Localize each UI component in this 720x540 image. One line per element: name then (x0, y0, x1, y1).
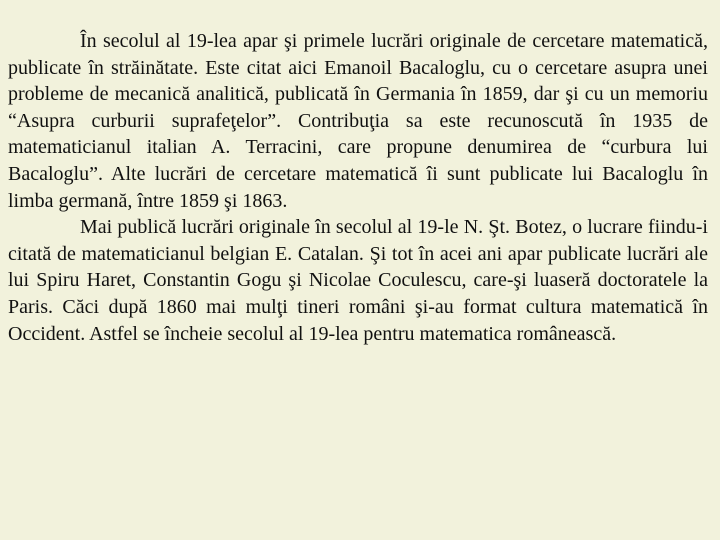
paragraph-botez-haret: Mai publică lucrări originale în secolul al 19-le N. Şt. Botez, o lucrare fiindu-i citată de matematicianul belgian E. Catalan. Şi tot în acei ani apar publicate lucrări ale lui Spiru Haret, Constantin Gogu şi Nicolae Coculescu, care-şi luaseră doctoratele la Paris. Căci după 1860 mai mulţi tineri români şi-au format cultura matematică în Occident. Astfel se încheie secolul al 19-lea pentru matematica românească. (8, 216, 708, 345)
document-text (8, 28, 708, 347)
paragraph-bacaloglu: În secolul al 19-lea apar şi primele lucrări originale de cercetare matematică, publicate în străinătate. Este citat aici Emanoil Bacaloglu, cu o cercetare asupra unei probleme de mecanică analitică, publicată în Germania în 1859, dar şi cu un memoriu “Asupra curburii suprafeţelor”. Contribuţia sa este recunoscută în 1935 de matematicianul italian A. Terracini, care propune denumirea de “curbura lui Bacaloglu”. Alte lucrări de cercetare matematică îi sunt publicate lui Bacaloglu în limba germană, între 1859 şi 1863. (8, 30, 708, 212)
